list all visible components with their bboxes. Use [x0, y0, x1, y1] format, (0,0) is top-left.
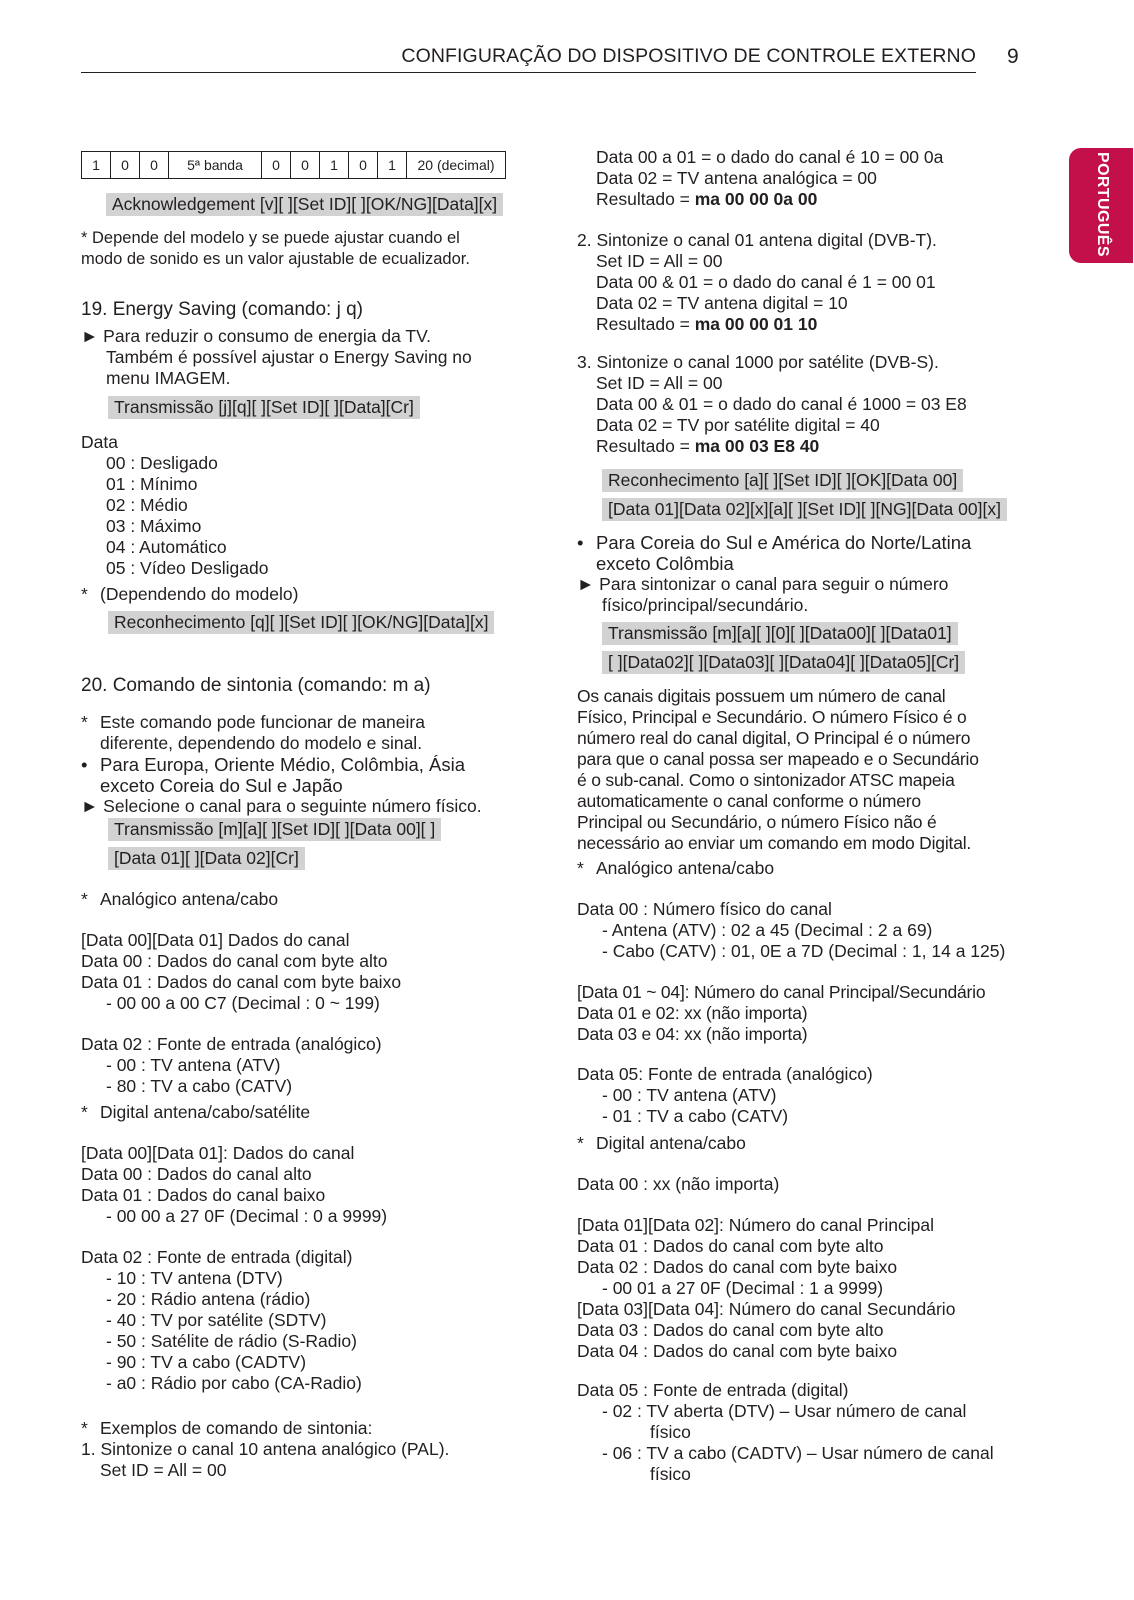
note-text: (Dependendo do modelo) — [100, 584, 299, 604]
heading-text: Analógico antena/cabo — [100, 889, 279, 909]
text-line: físico — [650, 1422, 691, 1442]
heading-text: Digital antena/cabo/satélite — [100, 1102, 311, 1122]
tuning-title: 20. Comando de sintonia (comando: m a) — [81, 675, 431, 696]
bullet-marker: • — [577, 532, 584, 553]
equalizer-note — [81, 228, 470, 270]
list-item: 00 : Desligado — [106, 453, 218, 473]
list-item: 02 : Médio — [106, 495, 188, 515]
text-line: [Data 03][Data 04]: Número do canal Secundário — [577, 1299, 956, 1319]
table-cell: 1 — [378, 152, 407, 179]
examples-block — [81, 1418, 449, 1481]
text-line: - 00 01 a 27 0F (Decimal : 1 a 9999) — [602, 1278, 884, 1298]
text-line: Data 00 : Dados do canal com byte alto — [81, 951, 388, 971]
tuning-transmission-1: Transmissão [m][a][ ][Set ID][ ][Data 00][ ] — [108, 818, 441, 841]
star-marker: * — [577, 1133, 584, 1153]
text-line: Data 05: Fonte de entrada (analógico) — [577, 1064, 873, 1084]
list-item: 04 : Automático — [106, 537, 227, 557]
ack-equalizer-command: Acknowledgement [v][ ][Set ID][ ][OK/NG][Data][x] — [106, 193, 503, 216]
text-line: [Data 00][Data 01] Dados do canal — [81, 930, 350, 950]
table-cell: 20 (decimal) — [407, 152, 506, 179]
transmission-command-1: Transmissão [m][a][ ][0][ ][Data00][ ][Data01] — [602, 622, 958, 645]
example3 — [577, 352, 967, 457]
star-marker: * — [81, 1102, 88, 1122]
desc-line: ► Para reduzir o consumo de energia da TV. — [81, 326, 432, 346]
result-line — [596, 189, 943, 210]
text-line: 3. Sintonize o canal 1000 por satélite (DVB-S). — [577, 352, 939, 372]
analog-block — [81, 930, 401, 1014]
desc-line: menu IMAGEM. — [106, 368, 231, 388]
header-title: CONFIGURAÇÃO DO DISPOSITIVO DE CONTROLE EXTERNO — [401, 45, 976, 67]
energy-saving-title: 19. Energy Saving (comando: j q) — [81, 299, 363, 320]
list-item: 01 : Mínimo — [106, 474, 198, 494]
star-marker: * — [81, 1418, 88, 1438]
energy-transmission-command: Transmissão [j][q][ ][Set ID][ ][Data][Cr] — [108, 396, 420, 419]
result-value: ma 00 03 E8 40 — [694, 436, 820, 456]
analog-source-block — [81, 1034, 382, 1097]
text-line: - 50 : Satélite de rádio (S-Radio) — [106, 1331, 357, 1351]
heading-text: Digital antena/cabo — [596, 1133, 746, 1153]
energy-saving-desc — [81, 326, 472, 389]
result-value: ma 00 00 0a 00 — [694, 189, 818, 209]
star-marker: * — [81, 712, 88, 732]
text-line: ► Para sintonizar o canal para seguir o número — [577, 574, 949, 594]
analog-heading-right — [577, 858, 774, 879]
text-line: Físico, Principal e Secundário. O número Físico é o — [577, 707, 967, 727]
text-line: [Data 01 ~ 04]: Número do canal Principal/Secundário — [577, 982, 986, 1002]
text-line: Data 00 & 01 = o dado do canal é 1 = 00 01 — [596, 272, 936, 292]
list-item: 05 : Vídeo Desligado — [106, 558, 269, 578]
text-line: - 40 : TV por satélite (SDTV) — [106, 1310, 327, 1330]
ack-command-1: Reconhecimento [a][ ][Set ID][ ][OK][Data 00] — [602, 469, 963, 492]
text-line: 1. Sintonize o canal 10 antena analógico (PAL). — [81, 1439, 450, 1459]
result-line — [577, 436, 967, 457]
tuning-notes — [81, 712, 482, 817]
note-line: modo de sonido es un valor ajustable de ecualizador. — [81, 250, 470, 268]
text-line: Data 01 : Dados do canal baixo — [81, 1185, 326, 1205]
energy-model-note — [81, 584, 298, 605]
text-line: Principal ou Secundário, o número Físico não é — [577, 812, 937, 832]
text-line: Data 00 a 01 = o dado do canal é 10 = 00 0a — [596, 147, 944, 167]
table-cell: 1 — [82, 152, 111, 179]
text-line: - Cabo (CATV) : 01, 0E a 7D (Decimal : 1, 14 a 125) — [602, 941, 1006, 961]
table-row — [82, 152, 506, 179]
text-line: [Data 00][Data 01]: Dados do canal — [81, 1143, 355, 1163]
text-line: necessário ao enviar um comando em modo Digital. — [577, 833, 972, 853]
text-line: para que o canal possa ser mapeado e o Secundário — [577, 749, 979, 769]
data05-analog-block — [577, 1064, 873, 1127]
example1-details — [596, 147, 943, 210]
list-item: 03 : Máximo — [106, 516, 202, 536]
table-cell: 5ª banda — [169, 152, 262, 179]
text-line: Data 04 : Dados do canal com byte baixo — [577, 1341, 898, 1361]
text-line: Data 01 e 02: xx (não importa) — [577, 1003, 808, 1023]
text-line: - 80 : TV a cabo (CATV) — [106, 1076, 293, 1096]
text-line: Data 03 e 04: xx (não importa) — [577, 1024, 808, 1044]
text-line: físico — [650, 1464, 691, 1484]
result-line — [577, 314, 937, 335]
text-line: Set ID = All = 00 — [596, 251, 723, 271]
ack-command-2: [Data 01][Data 02][x][a][ ][Set ID][ ][NG][Data 00][x] — [602, 498, 1007, 521]
text-line: - 20 : Rádio antena (rádio) — [106, 1289, 311, 1309]
text-line: Data 03 : Dados do canal com byte alto — [577, 1320, 884, 1340]
note-line: Para Europa, Oriente Médio, Colômbia, Ásia — [100, 754, 466, 775]
text-line: - 01 : TV a cabo (CATV) — [602, 1106, 789, 1126]
code-table — [81, 151, 506, 179]
star-marker: * — [577, 858, 584, 878]
digital-channel-paragraph — [577, 686, 979, 854]
table-cell: 0 — [349, 152, 378, 179]
text-line: Data 00 : Dados do canal alto — [81, 1164, 312, 1184]
text-line: - 10 : TV antena (DTV) — [106, 1268, 283, 1288]
note-line: diferente, dependendo do modelo e sinal. — [100, 733, 423, 753]
text-line: - 00 : TV antena (ATV) — [106, 1055, 281, 1075]
korea-bullet — [577, 532, 971, 574]
digital-source-right — [577, 1380, 994, 1485]
result-label: Resultado = — [596, 189, 695, 209]
text-line: - Antena (ATV) : 02 a 45 (Decimal : 2 a 69) — [602, 920, 933, 940]
example2 — [577, 230, 937, 335]
text-line: Data 02 : Fonte de entrada (digital) — [81, 1247, 353, 1267]
text-line: Set ID = All = 00 — [596, 373, 723, 393]
text-line: físico/principal/secundário. — [602, 595, 809, 615]
analog-heading — [81, 889, 278, 910]
digital-data00: Data 00 : xx (não importa) — [577, 1174, 780, 1194]
digital-heading-right — [577, 1133, 746, 1154]
text-line: Data 01 : Dados do canal com byte baixo — [81, 972, 402, 992]
text-line: Data 02 = TV antena digital = 10 — [596, 293, 848, 313]
digital-channel-block — [577, 1215, 955, 1362]
text-line: é o sub-canal. Como o sintonizador ATSC mapeia — [577, 770, 955, 790]
text-line: - 00 00 a 00 C7 (Decimal : 0 ~ 199) — [106, 993, 380, 1013]
text-line: [Data 01][Data 02]: Número do canal Principal — [577, 1215, 934, 1235]
transmission-command-2: [ ][Data02][ ][Data03][ ][Data04][ ][Data05][Cr] — [602, 651, 965, 674]
text-line: - 90 : TV a cabo (CADTV) — [106, 1352, 307, 1372]
note-star: * — [81, 584, 88, 604]
text-line: Data 00 : Número físico do canal — [577, 899, 832, 919]
text-line: Data 02 : Fonte de entrada (analógico) — [81, 1034, 382, 1054]
text-line: Data 05 : Fonte de entrada (digital) — [577, 1380, 849, 1400]
text-line: - 06 : TV a cabo (CADTV) – Usar número de canal — [602, 1443, 994, 1463]
text-line: - 00 : TV antena (ATV) — [602, 1085, 777, 1105]
page-number: 9 — [1007, 45, 1019, 68]
text-line: automaticamente o canal conforme o número — [577, 791, 921, 811]
table-cell: 0 — [111, 152, 140, 179]
star-marker: * — [81, 889, 88, 909]
text-line: Data 01 : Dados do canal com byte alto — [577, 1236, 884, 1256]
energy-options — [106, 453, 268, 579]
select-line: ► Selecione o canal para o seguinte número físico. — [81, 796, 482, 816]
table-cell: 1 — [320, 152, 349, 179]
digital-heading — [81, 1102, 310, 1123]
table-cell: 0 — [262, 152, 291, 179]
note-line: exceto Coreia do Sul e Japão — [100, 775, 343, 796]
note-line: Este comando pode funcionar de maneira — [100, 712, 425, 732]
text-line: Data 02 : Dados do canal com byte baixo — [577, 1257, 898, 1277]
text-line: Data 00 & 01 = o dado do canal é 1000 = 03 E8 — [596, 394, 967, 414]
text-line: Os canais digitais possuem um número de canal — [577, 686, 946, 706]
bullet-marker: • — [81, 754, 88, 775]
text-line: exceto Colômbia — [596, 553, 734, 574]
digital-source-block — [81, 1247, 362, 1394]
data01-04-block — [577, 982, 985, 1045]
text-line: Data 02 = TV antena analógica = 00 — [596, 168, 877, 188]
text-line: Data 02 = TV por satélite digital = 40 — [596, 415, 880, 435]
text-line: - 00 00 a 27 0F (Decimal : 0 a 9999) — [106, 1206, 388, 1226]
energy-ack-command: Reconhecimento [q][ ][Set ID][ ][OK/NG][Data][x] — [108, 611, 494, 634]
text-line: Exemplos de comando de sintonia: — [100, 1418, 373, 1438]
data00-block — [577, 899, 1005, 962]
text-line: número real do canal digital, O Principal é o número — [577, 728, 971, 748]
digital-block — [81, 1143, 387, 1227]
result-label: Resultado = — [596, 436, 695, 456]
energy-data-label: Data — [81, 432, 118, 452]
page-header — [81, 46, 976, 73]
desc-line: Também é possível ajustar o Energy Saving no — [106, 347, 472, 367]
tune-instruction — [577, 574, 948, 616]
language-tab-label: PORTUGUÊS — [1094, 152, 1111, 257]
text-line: 2. Sintonize o canal 01 antena digital (DVB-T). — [577, 230, 937, 250]
table-cell: 0 — [291, 152, 320, 179]
text-line: Set ID = All = 00 — [100, 1460, 227, 1480]
tuning-transmission-2: [Data 01][ ][Data 02][Cr] — [108, 847, 305, 870]
heading-text: Analógico antena/cabo — [596, 858, 775, 878]
result-label: Resultado = — [596, 314, 695, 334]
text-line: - 02 : TV aberta (DTV) – Usar número de canal — [602, 1401, 967, 1421]
language-tab — [1069, 148, 1133, 263]
result-value: ma 00 00 01 10 — [694, 314, 818, 334]
text-line: - a0 : Rádio por cabo (CA-Radio) — [106, 1373, 362, 1393]
text-line: Para Coreia do Sul e América do Norte/Latina — [596, 532, 972, 553]
table-cell: 0 — [140, 152, 169, 179]
note-line: * Depende del modelo y se puede ajustar cuando el — [81, 229, 460, 247]
